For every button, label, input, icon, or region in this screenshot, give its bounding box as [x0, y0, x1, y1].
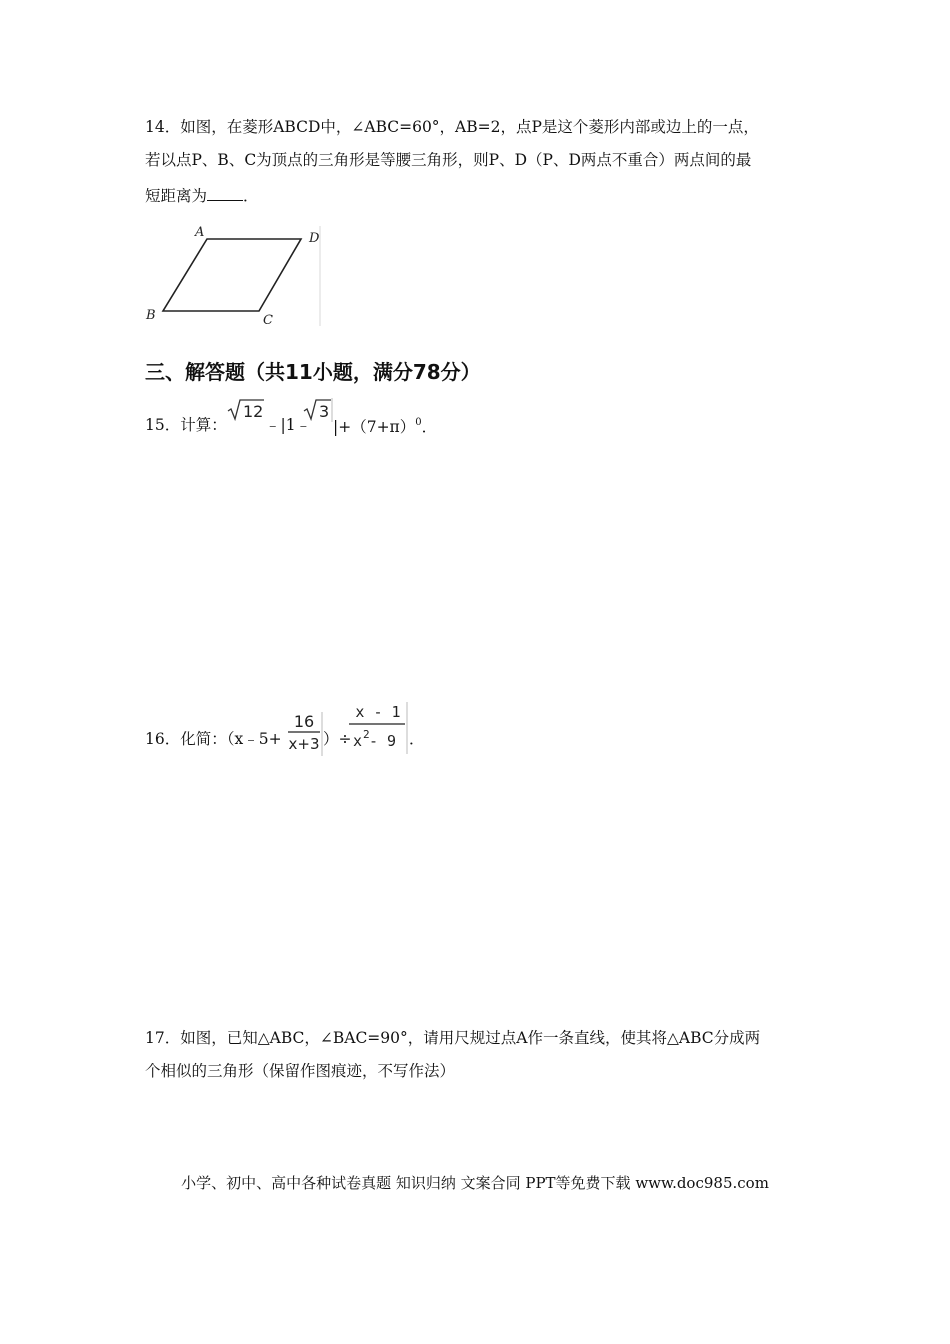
q15-mid-2 [333, 418, 437, 436]
q17-line-2: 个相似的三角形（保留作图痕迹，不写作法） [145, 1062, 456, 1080]
frac1-numerator: 16 [293, 712, 315, 731]
fraction-x-minus-1-over-x2-minus-9 [347, 700, 409, 758]
label-a: A [195, 225, 205, 240]
q15-mid-1: ﹣|1﹣ [265, 416, 312, 434]
q15-prefix: 15．计算： [145, 416, 227, 434]
frac2-numerator: x - 1 [355, 703, 401, 721]
page-footer: 小学、初中、高中各种试卷真题 知识归纳 文案合同 PPT等免费下载 www.doc985.com [181, 1174, 769, 1192]
label-b: B [146, 308, 156, 323]
section-heading: 三、解答题（共11小题，满分78分） [145, 360, 481, 384]
sqrt-3-radicand: 3 [319, 402, 330, 421]
q14-line-3-end: ． [243, 187, 259, 205]
q16-mid: ）÷ [323, 730, 352, 748]
q17-line-1: 17．如图，已知△ABC，∠BAC=90°，请用尺规过点A作一条直线，使其将△ABC分成两 [145, 1029, 761, 1047]
q14-line-1: 14．如图，在菱形ABCD中，∠ABC=60°，AB=2，点P是这个菱形内部或边上的一点， [145, 118, 759, 136]
q16-end: ． [409, 730, 425, 748]
frac2-denominator-x: x [353, 732, 363, 750]
frac2-denominator-tail: - 9 [369, 732, 397, 750]
q15-end: ． [421, 418, 438, 436]
q15-mid-2-text: |+（7+π） [333, 418, 416, 436]
rhombus-figure [142, 222, 324, 334]
sqrt-12-image [227, 398, 265, 426]
q16-prefix: 16．化简：（x﹣5+ [145, 730, 282, 748]
answer-blank [207, 186, 243, 201]
sqrt-12-radicand: 12 [243, 402, 264, 421]
fraction-16-over-x-plus-3 [285, 710, 323, 760]
q15-exponent: 0 [415, 417, 422, 428]
label-c: C [263, 313, 273, 328]
frac2-denominator-exponent: 2 [363, 728, 370, 741]
sqrt-3-image [303, 398, 333, 426]
q14-line-3-text: 短距离为 [145, 187, 208, 205]
label-d: D [309, 231, 320, 246]
frac1-denominator: x+3 [288, 735, 320, 753]
q14-line-3 [145, 186, 259, 205]
q14-line-2: 若以点P、B、C为顶点的三角形是等腰三角形，则P、D（P、D两点不重合）两点间的最 [145, 151, 752, 169]
